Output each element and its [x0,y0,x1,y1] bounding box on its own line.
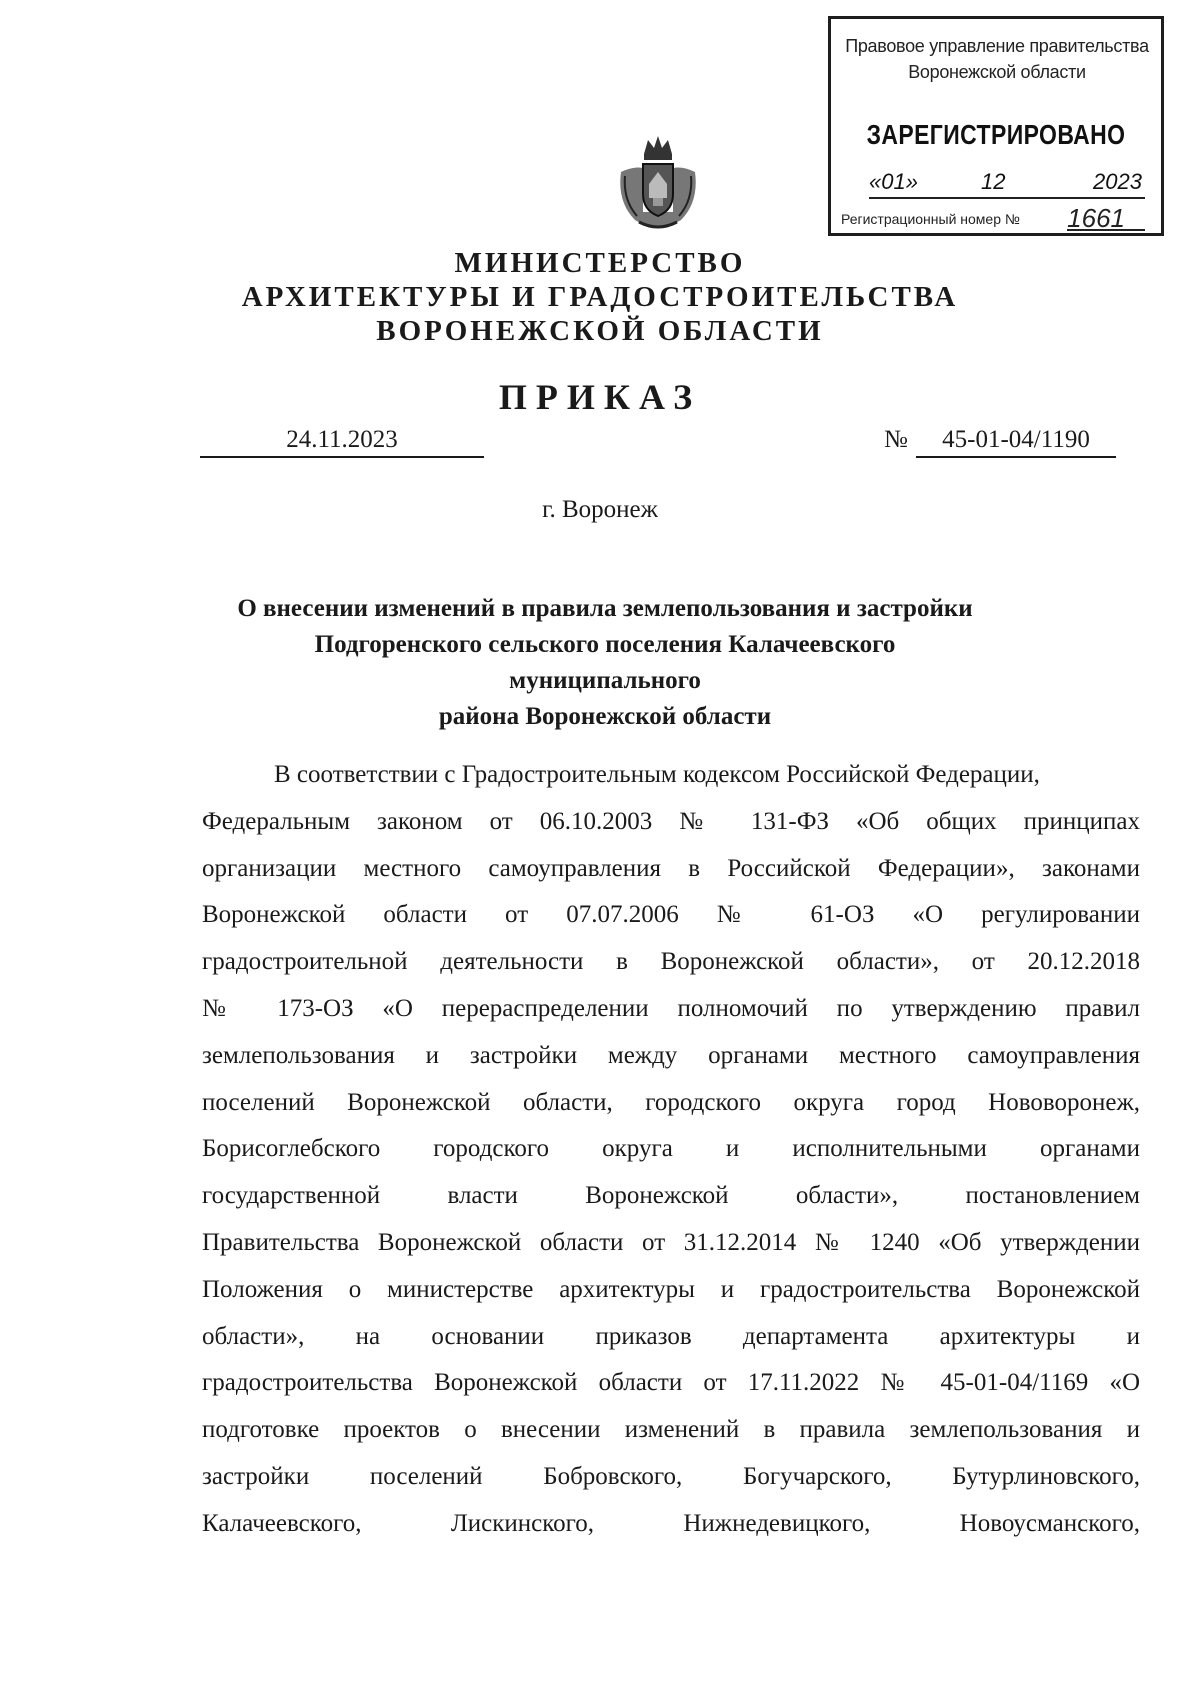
body-line: Федеральным законом от 06.10.2003 № 131-ФЗ «Об общих принципах [202,807,1140,835]
stamp-reg-label: Регистрационный номер № [841,211,1020,227]
stamp-org-line-1: Правовое управление правительства [845,36,1149,56]
stamp-reg-underline [1067,229,1145,231]
stamp-date-year: 2023 [1093,169,1142,194]
ministry-line-1: МИНИСТЕРСТВО [454,247,746,279]
subject-line-1: О внесении изменений в правила землепользования и застройки [237,595,973,622]
body-line: поселений Воронежской области, городского округа город Нововоронеж, [202,1088,1140,1116]
ministry-line-3: ВОРОНЕЖСКОЙ ОБЛАСТИ [376,315,824,347]
body-line: застройки поселений Бобровского, Богучарского, Бутурлиновского, [202,1462,1140,1490]
body-line: области», на основании приказов департамента архитектуры и [202,1322,1140,1350]
body-line: В соответствии с Градостроительным кодексом Российской Федерации, [274,761,1040,788]
subject-line-2: Подгоренского сельского поселения Калачеевского муниципального [314,631,896,694]
body-line: Положения о министерстве архитектуры и градостроительства Воронежской [202,1275,1140,1303]
ministry-line-2: АРХИТЕКТУРЫ И ГРАДОСТРОИТЕЛЬСТВА [241,281,959,313]
body-line: землепользования и застройки между органами местного самоуправления [202,1041,1140,1069]
registration-stamp [828,16,1164,236]
body-line: организации местного самоуправления в Российской Федерации», законами [202,854,1140,882]
stamp-status: ЗАРЕГИСТРИРОВАНО [866,119,1126,150]
body-line: государственной власти Воронежской области», постановлением [202,1182,1140,1210]
body-line: Калачеевского, Лискинского, Нижнедевицкого, Новоусманского, [202,1509,1140,1537]
order-number-label: № [884,426,908,453]
voronezh-coat-of-arms-icon [613,132,703,232]
body-text [202,752,1140,1548]
body-line: градостроительства Воронежской области от 17.11.2022 № 45-01-04/1169 «О [202,1369,1140,1397]
body-line: градостроительной деятельности в Воронежской области», от 20.12.2018 [202,948,1140,976]
body-line: подготовке проектов о внесении изменений в правила землепользования и [202,1416,1140,1444]
stamp-registration-number [841,203,1149,237]
body-line: Воронежской области от 07.07.2006 № 61-ОЗ «О регулировании [202,901,1140,929]
order-date: 24.11.2023 [200,424,484,458]
stamp-org-line-2: Воронежской области [908,62,1086,82]
ministry-heading [200,246,1000,348]
stamp-date-month: 12 [981,169,1006,194]
stamp-date [869,169,1145,199]
order-number: 45-01-04/1190 [916,424,1116,458]
order-title: ПРИКАЗ [498,377,702,417]
subject-line-3: района Воронежской области [438,703,772,730]
body-line: Правительства Воронежской области от 31.12.2014 № 1240 «Об утверждении [202,1228,1140,1256]
body-line: № 173-ОЗ «О перераспределении полномочий по утверждению правил [202,994,1140,1022]
stamp-date-day: «01» [869,169,918,194]
stamp-organization [843,33,1151,85]
stamp-date-underline [869,197,1145,199]
order-subject [220,591,990,735]
body-line: Борисоглебского городского округа и исполнительными органами [202,1135,1140,1163]
stamp-reg-number: 1661 [1067,203,1125,233]
city: г. Воронеж [542,496,658,523]
